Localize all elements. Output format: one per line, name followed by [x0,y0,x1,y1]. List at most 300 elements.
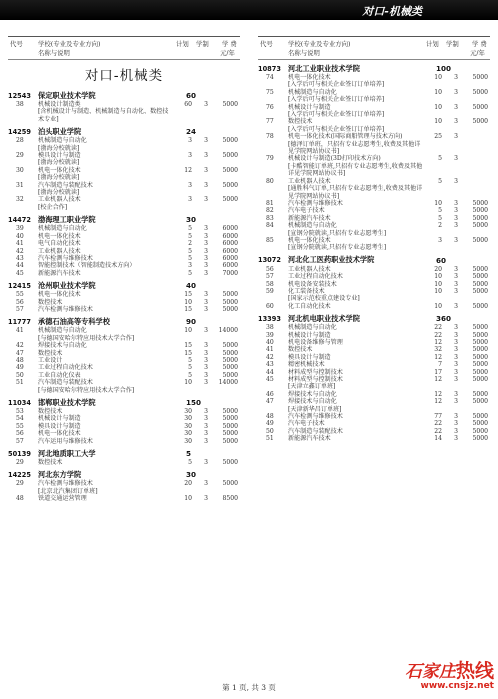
major-code: 29 [16,459,24,467]
major-fee: 5000 [222,415,238,423]
school-name: 河北地质职工大学 [38,448,96,458]
major-plan: 5 [188,371,192,379]
major-years: 3 [204,101,208,108]
page-title: 对口-机械类 [362,5,422,18]
major-note: [天津立鑫订单班] [288,383,336,391]
major-code: 56 [266,265,274,273]
major-row [258,281,490,288]
header-school: 学校(专业及专业方向) [288,40,351,48]
major-code: 59 [266,287,274,295]
major-name: 机械制造与自动化 [288,222,337,230]
major-plan: 60 [184,101,192,108]
major-code: 42 [266,353,274,361]
major-fee: 5000 [472,207,488,215]
major-years: 3 [454,435,458,443]
school-name: 沧州职业技术学院 [38,280,96,290]
major-row [8,379,240,394]
major-fee: 5000 [472,302,488,310]
left-column [8,36,240,503]
major-note: [国家示范校重点建设专业] [288,295,360,303]
major-row [8,327,240,342]
school-code: 11034 [8,398,31,407]
major-name: 精密机械技术 [288,361,325,369]
major-name: 机械制造与自动化 [38,327,87,335]
major-note: [入学后可与相关企业签订订单培养] [288,125,385,133]
major-note: [宣钢分院就读,只招有专业志愿考生] [288,244,387,252]
school-block [8,280,240,313]
major-name: 工业机器人技术 [38,247,81,255]
school-code: 13393 [258,314,281,323]
major-fee [458,155,488,177]
major-code: 56 [16,430,24,438]
table-header-right [258,36,490,60]
school-name: 河北工业职业技术学院 [288,63,360,73]
major-name-cell [38,364,174,371]
major-fee: 6000 [222,247,238,255]
major-name: 数控技术 [38,459,63,467]
major-name: 机械设计与制造(3D打印技术方向) [288,155,381,163]
major-name: 汽车检测与维修技术 [38,254,93,262]
major-years: 3 [454,118,458,126]
school-row [8,448,240,459]
school-plan: 60 [436,255,447,265]
major-row [8,438,240,445]
major-row [8,299,240,306]
major-name-cell [38,196,174,211]
major-name-cell [288,369,424,376]
major-name: 工业机器人技术 [38,196,81,204]
page-footer: 第 1 页, 共 3 页 [222,683,276,692]
major-name: 数控技术 [38,298,63,306]
major-name: 数控技术 [288,118,313,126]
major-name: 材料成型与控制技术 [288,368,343,376]
major-code: 85 [266,236,274,244]
major-years: 3 [204,342,208,350]
major-fee: 6000 [222,262,238,270]
major-years: 3 [204,240,208,248]
major-row [8,101,240,123]
major-years: 3 [204,437,208,445]
major-name-cell [38,262,174,269]
major-code: 56 [16,298,24,306]
major-fee: 8500 [222,495,238,503]
major-row [258,324,490,331]
header-plan: 计划 [426,40,439,48]
major-years: 3 [454,207,458,215]
major-fee: 5000 [222,101,238,108]
major-fee: 5000 [222,364,238,372]
school-name: 渤海理工职业学院 [38,214,96,224]
major-fee: 5000 [222,196,238,204]
major-plan: 5 [438,177,442,185]
major-fee: 5000 [472,376,488,384]
major-note: [与德国安哈尔特应用技术大学合作] [38,334,135,342]
major-name: 新能源汽车技术 [38,269,81,277]
school-row [8,469,240,480]
major-years: 3 [454,331,458,339]
major-plan: 5 [188,247,192,255]
watermark-logo [405,656,494,691]
major-years: 3 [454,376,458,384]
major-years: 3 [454,133,458,141]
major-code: 49 [16,364,24,372]
major-name-cell [288,178,424,200]
major-fee: 5000 [222,371,238,379]
school-list-left [8,90,240,503]
major-name-cell [288,435,424,442]
major-plan: 10 [184,298,192,306]
major-code: 47 [266,398,274,406]
major-fee: 5000 [472,346,488,354]
major-row [258,178,490,200]
major-name-cell [38,327,174,342]
major-code: 38 [16,101,24,108]
major-code: 39 [16,225,24,233]
major-fee: 5000 [472,118,488,126]
major-years: 3 [204,196,208,204]
major-years: 3 [204,430,208,438]
major-code: 44 [266,368,274,376]
major-name: 工业过程自动化技术 [288,273,343,281]
major-fee: 5000 [222,298,238,306]
major-name-cell [288,118,424,133]
major-plan: 15 [184,305,192,313]
school-block [258,313,490,443]
major-fee: 5000 [222,356,238,364]
major-name: 化工自动化技术 [288,302,331,310]
major-name-cell [288,398,424,413]
major-note: [天津新华昌订单班] [288,405,342,413]
school-row [8,126,240,137]
major-name: 机械设计与制造 [38,415,81,423]
major-years: 3 [204,356,208,364]
major-years: 3 [204,152,208,160]
major-fee: 5000 [472,273,488,281]
major-fee: 14000 [218,379,238,387]
major-code: 31 [16,181,24,189]
school-plan: 360 [436,314,452,324]
major-plan: 30 [184,430,192,438]
major-fee: 5000 [472,265,488,273]
major-row [258,361,490,368]
major-plan: 12 [434,376,442,384]
major-fee: 5000 [222,459,238,467]
major-code: 83 [266,214,274,222]
major-code: 48 [16,495,24,503]
major-plan: 30 [184,415,192,423]
major-plan: 10 [434,287,442,295]
major-row [8,270,240,277]
major-plan: 2 [188,240,192,248]
major-name: 汽车电子技术 [288,207,325,215]
major-row [8,291,240,298]
major-plan: 7 [438,361,442,369]
major-row [8,262,240,269]
school-block [8,214,240,277]
major-fee: 5000 [222,152,238,160]
major-fee: 6000 [222,240,238,248]
major-name-cell [38,152,174,167]
major-row [258,346,490,353]
major-plan: 5 [188,459,192,467]
major-fee: 5000 [472,361,488,369]
header-fee-unit: 元/年 [220,49,235,57]
major-code: 84 [266,222,274,230]
major-years: 3 [454,368,458,376]
major-name: 机电一体化技术 [288,236,331,244]
major-fee: 5000 [472,339,488,346]
major-note: [入学后可与相关企业签订订单培养] [288,81,385,89]
major-plan: 5 [438,207,442,215]
major-name-cell [288,303,424,310]
major-code: 48 [16,356,24,364]
school-row [8,90,240,101]
major-fee: 14000 [218,327,238,335]
major-name: 机电设备安装技术 [288,280,337,288]
major-name-cell [38,248,174,255]
major-code: 41 [266,346,274,354]
major-years: 3 [204,305,208,313]
major-name-cell [288,288,424,303]
major-code: 30 [16,166,24,174]
school-plan: 40 [186,281,197,291]
major-name-cell [288,346,424,353]
major-row [8,225,240,232]
header-years: 学制 [196,40,209,48]
major-note: [宣钢分院就读,只招有专业志愿考生] [288,229,387,237]
school-plan: 100 [436,64,452,73]
major-row [8,495,240,502]
major-note: [通胜科气订单,只招有专业志愿考生,收费及其他详见学院网站协议书] [288,185,423,200]
school-block [8,316,240,394]
major-name: 焊接技术与自动化 [38,342,87,350]
major-plan: 17 [434,368,442,376]
major-name: 数控技术 [38,408,63,415]
major-code: 39 [266,331,274,339]
school-code: 11777 [8,317,31,326]
major-row [8,306,240,313]
school-plan: 30 [186,215,197,225]
school-code: 12543 [8,91,31,100]
major-row [8,430,240,437]
major-name: 数控技术 [38,349,63,357]
major-plan: 3 [188,196,192,204]
major-fee: 6000 [222,225,238,233]
school-name: 河北机电职业技术学院 [288,313,360,323]
major-plan: 10 [434,302,442,310]
major-plan: 10 [434,273,442,281]
major-row [258,332,490,339]
major-name: 机械制造与自动化 [288,324,337,332]
major-name: 工业自动化仪表 [38,371,81,379]
major-plan: 12 [434,398,442,406]
major-name-cell [38,495,174,502]
major-plan: 5 [188,232,192,240]
school-row [258,255,490,266]
major-name-cell [38,350,174,357]
major-years: 3 [454,214,458,222]
major-plan: 5 [438,155,442,163]
major-plan: 3 [188,152,192,160]
major-name: 机电一体化技术 [38,166,81,174]
school-row [8,214,240,225]
major-years: 3 [204,379,208,387]
major-years: 3 [454,420,458,428]
major-fee: 5000 [472,88,488,96]
major-code: 51 [266,435,274,443]
major-name: 模具设计与制造 [38,422,81,430]
major-row [258,133,490,155]
major-name: 焊接技术与自动化 [288,390,337,398]
major-code: 49 [266,420,274,428]
major-row [258,89,490,104]
major-name-cell [288,222,424,237]
major-fee: 5000 [472,199,488,207]
major-name: 汽车检测与维修技术 [288,413,343,421]
major-years: 3 [204,291,208,299]
major-name: 焊接技术与自动化 [288,398,337,406]
major-plan: 30 [184,408,192,415]
major-note: [渤海分校就读] [38,189,80,197]
major-name: 机电一体化技术 [288,74,331,81]
major-name-cell [38,225,174,232]
major-plan: 12 [184,166,192,174]
major-plan: 5 [188,269,192,277]
major-years: 3 [204,327,208,335]
major-code: 60 [266,302,274,310]
watermark-hot: 热线 [455,660,494,682]
major-years: 3 [454,324,458,332]
major-plan: 10 [434,118,442,126]
major-code: 78 [266,133,274,141]
major-row [258,118,490,133]
major-name-cell [38,342,174,349]
major-name: 汽车制造与装配技术 [288,427,343,435]
major-years: 3 [454,103,458,111]
school-row [8,316,240,327]
major-plan: 20 [434,265,442,273]
major-fee: 5000 [472,398,488,406]
school-name: 河北化工医药职业技术学院 [288,255,375,265]
school-plan: 30 [186,470,197,480]
major-note: [北京北汽集团订单班] [38,487,98,495]
major-fee [458,133,488,155]
major-plan: 2 [438,222,442,230]
major-plan: 77 [434,413,442,421]
major-note: [渤海分校就读] [38,144,80,152]
major-name-cell [288,215,424,222]
header-code: 代号 [10,40,23,48]
major-name-cell [38,430,174,437]
major-name-cell [38,270,174,277]
major-note: [含机械设计与制造、机械制造与自动化、数控技术专业] [38,108,169,123]
major-years: 3 [454,427,458,435]
major-row [258,237,490,252]
major-plan: 3 [188,137,192,145]
major-fee: 5000 [222,480,238,488]
major-name: 机械设计与制造 [288,331,331,339]
major-row [8,233,240,240]
major-fee [458,178,488,200]
header-school: 学校(专业及专业方向) [38,40,101,48]
major-note: [与德国安哈尔特应用技术大学合作] [38,386,135,394]
major-fee: 5000 [222,181,238,189]
school-code: 50139 [8,449,31,458]
major-name-cell [38,182,174,197]
major-name-cell [38,379,174,394]
major-name: 机电一体化技术(国际商船管理与技术方向) [288,133,403,141]
major-name-cell [288,361,424,368]
major-row [8,240,240,247]
header-fee: 学 费 [222,40,237,48]
major-years: 3 [204,262,208,270]
watermark-brand: 石家庄 [404,662,456,682]
major-row [258,74,490,89]
major-code: 46 [266,390,274,398]
major-name-cell [38,167,174,182]
major-years: 3 [454,222,458,230]
major-years: 3 [204,225,208,233]
major-row [8,480,240,495]
major-name: 机电一体化技术 [38,430,81,438]
major-plan: 5 [188,225,192,233]
major-years: 3 [454,273,458,281]
major-row [8,152,240,167]
major-name: 模具设计与制造 [38,152,81,160]
major-name-cell [288,332,424,339]
school-code: 12415 [8,281,31,290]
major-code: 38 [266,324,274,332]
major-row [258,398,490,413]
major-note: [德泽订单班，只招有专业志愿考生,收费及其他详见学院网站协议书] [288,140,421,156]
major-years: 3 [454,155,458,163]
major-name: 机械制造与自动化 [38,137,87,145]
major-years: 3 [454,353,458,361]
major-years: 3 [454,265,458,273]
major-row [8,248,240,255]
major-note: [校企合作] [38,203,68,211]
major-plan: 5 [188,254,192,262]
major-code: 40 [266,339,274,346]
major-name-cell [288,420,424,427]
major-code: 51 [16,379,24,387]
major-plan: 20 [184,480,192,488]
major-name-cell [288,89,424,104]
major-name: 铁道交通运营管理 [38,495,87,503]
major-fee: 5000 [222,437,238,445]
major-years: 3 [204,166,208,174]
major-years: 3 [454,74,458,81]
major-name-cell [38,291,174,298]
major-plan: 22 [434,420,442,428]
major-plan: 10 [434,88,442,96]
major-code: 55 [16,422,24,430]
major-name: 工业设计 [38,356,63,364]
major-fee: 5000 [472,236,488,244]
major-code: 44 [16,262,24,270]
major-code: 50 [266,427,274,435]
major-fee: 5000 [222,305,238,313]
major-code: 57 [16,305,24,313]
major-plan: 15 [184,342,192,350]
major-name: 机电一体化技术 [38,232,81,240]
major-fee: 5000 [472,368,488,376]
major-years: 3 [204,408,208,415]
header-plan: 计划 [176,40,189,48]
major-row [8,350,240,357]
major-fee: 5000 [472,324,488,332]
major-name: 汽车检测与维修技术 [38,305,93,313]
